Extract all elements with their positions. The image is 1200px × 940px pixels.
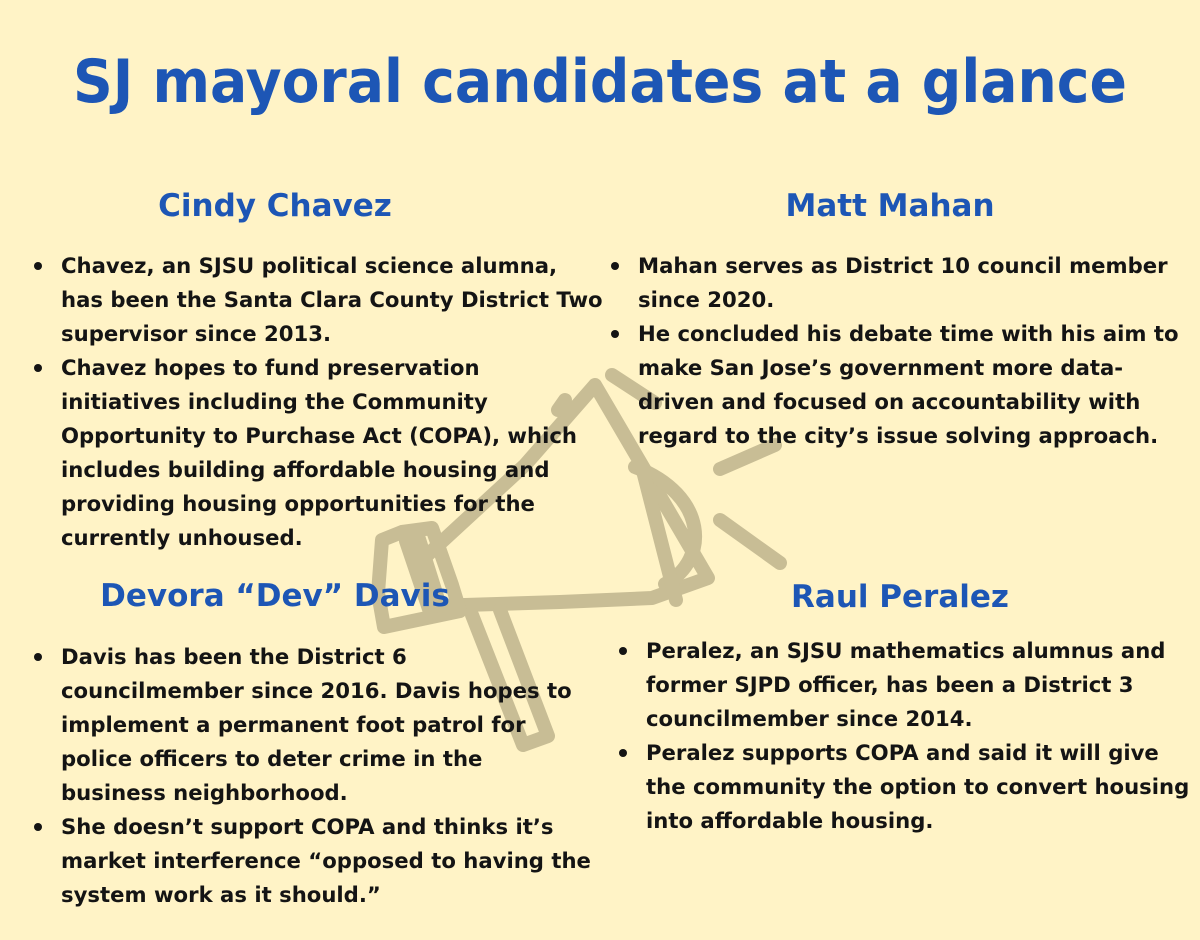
bullet-point: He concluded his debate time with his aim to make San Jose’s government more data-driven and focused on accountability with regard to the city’s issue solving approach. [609,317,1189,453]
page-title: SJ mayoral candidates at a glance [73,47,1127,117]
candidate-name-peralez: Raul Peralez [791,579,1009,615]
candidate-points-peralez [617,634,1197,838]
bullet-point: Peralez supports COPA and said it will give the community the option to convert housing into affordable housing. [617,736,1197,838]
candidate-name-mahan: Matt Mahan [785,188,995,224]
bullet-point: Chavez hopes to fund preservation initiatives including the Community Opportunity to Purchase Act (COPA), which includes building affordable housing and providing housing opportunities for the currently unhoused. [32,351,606,555]
bullet-point: Chavez, an SJSU political science alumna, has been the Santa Clara County District Two supervisor since 2013. [32,249,606,351]
candidate-name-davis: Devora “Dev” Davis [100,578,450,614]
candidate-name-chavez: Cindy Chavez [158,188,392,224]
bullet-point: Davis has been the District 6 councilmember since 2016. Davis hopes to implement a permanent foot patrol for police officers to deter crime in the business neighborhood. [32,640,592,810]
candidate-points-mahan [609,249,1189,453]
candidate-points-chavez [32,249,606,555]
bullet-point: Mahan serves as District 10 council member since 2020. [609,249,1189,317]
bullet-point: She doesn’t support COPA and thinks it’s market interference “opposed to having the system work as it should.” [32,810,592,912]
candidate-points-davis [32,640,592,912]
bullet-point: Peralez, an SJSU mathematics alumnus and former SJPD officer, has been a District 3 councilmember since 2014. [617,634,1197,736]
